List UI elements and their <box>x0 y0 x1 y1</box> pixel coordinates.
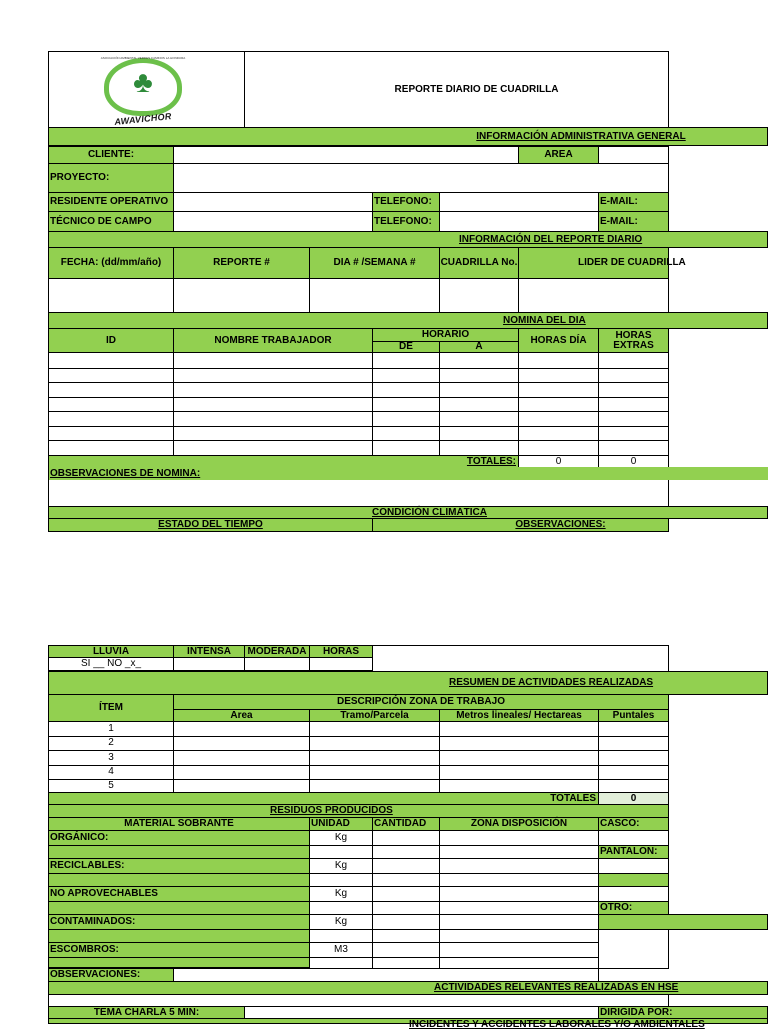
estado-tiempo-text: ESTADO DEL TIEMPO <box>158 519 263 530</box>
area-col-header: Area <box>173 709 310 722</box>
residuo-label-escombros: ESCOMBROS: <box>48 942 310 958</box>
logo-arc-text: ASOCIACIÓN AMBIENTAL VERDES CAMINOS LA HONDURA <box>100 56 186 60</box>
estado-tiempo-header <box>48 518 373 532</box>
nomina-row-line <box>48 397 669 398</box>
otro-value[interactable] <box>598 929 669 969</box>
nomina-row-line <box>48 382 669 383</box>
residuo-col-line <box>372 830 373 969</box>
casco-label: CASCO: <box>598 817 669 831</box>
clima-observaciones-value[interactable] <box>372 645 669 672</box>
fecha-value[interactable] <box>48 278 174 313</box>
residente-telefono-value[interactable] <box>439 192 599 212</box>
nomina-horas-extras-header <box>598 328 669 353</box>
residuo-row-line <box>309 858 599 859</box>
tecnico-label: TÉCNICO DE CAMPO <box>48 211 174 232</box>
residuo-unit-no-aprovechables: Kg <box>309 886 373 902</box>
proyecto-value[interactable] <box>173 163 669 193</box>
dia-label: DIA # /SEMANA # <box>309 247 440 279</box>
residente-email-label: E-MAIL: <box>598 192 669 212</box>
actividad-item-4: 4 <box>108 766 114 777</box>
residuos-observaciones-value[interactable] <box>173 968 599 982</box>
moderada-value[interactable] <box>244 657 310 671</box>
otro-extra-band <box>598 914 768 930</box>
casco-value[interactable] <box>598 830 669 846</box>
residuo-row-line <box>309 942 599 943</box>
actividades-total-value: 0 <box>598 792 669 805</box>
residuo-row-line <box>309 914 599 915</box>
si-no-value[interactable]: SI __ NO _x_ <box>48 657 174 671</box>
actividad-col-line <box>309 721 310 793</box>
hse-title: ACTIVIDADES RELEVANTES REALIZADAS EN HSE <box>434 982 679 993</box>
nomina-row-line <box>48 440 669 441</box>
nomina-col-line <box>518 352 519 456</box>
residuo-row-line <box>309 929 599 930</box>
nomina-nombre-header: NOMBRE TRABAJADOR <box>173 328 373 353</box>
horas-extras-line1: HORAS <box>615 329 652 341</box>
area-value[interactable] <box>598 146 669 164</box>
nomina-col-line <box>372 352 373 456</box>
horas-label: HORAS <box>309 645 373 658</box>
residuo-row-line <box>309 873 599 874</box>
nomina-col-line <box>439 352 440 456</box>
hse-header <box>48 981 768 995</box>
incidentes-title: INCIDENTES Y ACCIDENTES LABORALES Y/O AMBIENTALES <box>409 1019 705 1030</box>
nomina-de-header: DE <box>372 341 440 353</box>
otro-label: OTRO: <box>598 901 669 915</box>
residuos-grid <box>309 830 599 969</box>
logo <box>98 56 188 128</box>
actividad-col-line <box>439 721 440 793</box>
tecnico-telefono-label: TELEFONO: <box>372 211 440 232</box>
incidentes-header <box>48 1018 768 1030</box>
residente-telefono-label: TELEFONO: <box>372 192 440 212</box>
actividad-col-line <box>598 721 599 793</box>
actividades-title: RESUMEN DE ACTIVIDADES REALIZADAS <box>449 677 654 688</box>
residuo-row-line <box>309 886 599 887</box>
residuos-observaciones-label: OBSERVACIONES: <box>48 968 174 982</box>
nomina-col-line <box>598 352 599 456</box>
residuo-spacer <box>48 873 310 887</box>
actividad-col-line <box>173 721 174 793</box>
cuadrilla-value[interactable] <box>439 278 519 313</box>
nomina-id-header: ID <box>48 328 174 353</box>
pantalon-label: PANTALON: <box>598 845 669 859</box>
nomina-total-horas-extras: 0 <box>598 455 669 468</box>
residuo-spacer <box>48 845 310 859</box>
tree-icon: ♣ <box>133 66 153 99</box>
residuo-unit-escombros: M3 <box>309 942 373 958</box>
residuo-spacer <box>48 929 310 943</box>
cliente-label: CLIENTE: <box>48 146 174 164</box>
report-info-title: INFORMACIÓN DEL REPORTE DIARIO <box>459 233 643 245</box>
clima-observaciones-text: OBSERVACIONES: <box>515 519 606 530</box>
zona-header: ZONA DISPOSICIÓN <box>439 817 599 831</box>
admin-section-title: INFORMACIÓN ADMINISTRATIVA GENERAL <box>476 130 686 142</box>
nomina-observaciones-value[interactable] <box>48 480 669 507</box>
residente-label: RESIDENTE OPERATIVO <box>48 192 174 212</box>
moderada-label: MODERADA <box>244 645 310 658</box>
unidad-header: UNIDAD <box>309 817 373 831</box>
cliente-value[interactable] <box>173 146 519 164</box>
actividad-item-3: 3 <box>108 752 114 763</box>
residuo-unit-reciclables: Kg <box>309 858 373 874</box>
clima-observaciones-header <box>372 518 669 532</box>
residuo-unit-organico: Kg <box>309 830 373 846</box>
lluvia-label: LLUVIA <box>48 645 174 658</box>
nomina-horario-header: HORARIO <box>372 328 519 342</box>
nomina-col-line <box>173 352 174 456</box>
reporte-value[interactable] <box>173 278 310 313</box>
area-label: AREA <box>518 146 599 164</box>
item-header: ÍTEM <box>48 694 174 722</box>
tema-charla-label: TEMA CHARLA 5 MIN: <box>48 1006 245 1019</box>
lider-label <box>518 247 686 279</box>
reporte-label: REPORTE # <box>173 247 310 279</box>
actividad-row-line <box>48 736 669 737</box>
nomina-row-line <box>48 426 669 427</box>
actividad-item-2: 2 <box>108 737 114 748</box>
report-title-cell <box>244 51 669 128</box>
metros-col-header: Metros lineales/ Hectareas <box>439 709 599 722</box>
report-title: REPORTE DIARIO DE CUADRILLA <box>394 83 559 95</box>
actividad-item-5: 5 <box>108 779 114 791</box>
cuadrilla-label: CUADRILLA No. <box>439 247 519 279</box>
actividad-row-line <box>48 750 669 751</box>
nomina-row-line <box>48 411 669 412</box>
lider-value[interactable] <box>518 278 669 313</box>
report-info-header <box>48 231 768 248</box>
actividad-row-line <box>48 779 669 780</box>
cantidad-header: CANTIDAD <box>372 817 440 831</box>
actividad-row-line <box>48 765 669 766</box>
residuo-spacer <box>48 901 310 915</box>
nomina-observaciones-label <box>48 467 768 480</box>
pantalon-value[interactable] <box>598 858 669 874</box>
nomina-header <box>48 312 768 329</box>
nomina-total-horas-dia: 0 <box>518 455 599 468</box>
residuo-row-line <box>309 901 599 902</box>
tramo-col-header: Tramo/Parcela <box>309 709 440 722</box>
actividad-item-1: 1 <box>108 722 114 734</box>
tecnico-value[interactable] <box>173 211 373 232</box>
epp-blank-cell[interactable] <box>598 886 669 902</box>
actividades-header <box>48 671 768 695</box>
residuos-title: RESIDUOS PRODUCIDOS <box>270 805 393 816</box>
horas-value[interactable] <box>309 657 373 671</box>
puntales-col-header: Puntales <box>598 709 669 722</box>
tecnico-email-label: E-MAIL: <box>598 211 669 232</box>
descripcion-header: DESCRIPCIÓN ZONA DE TRABAJO <box>173 694 669 710</box>
fecha-label: FECHA: (dd/mm/año) <box>48 247 174 279</box>
nomina-horas-dia-header: HORAS DÍA <box>518 328 599 353</box>
nomina-row-line <box>48 368 669 369</box>
nomina-observaciones-text: OBSERVACIONES DE NOMINA: <box>50 467 201 479</box>
material-header: MATERIAL SOBRANTE <box>48 817 310 831</box>
residuo-row-line <box>309 845 599 846</box>
dirigida-label: DIRIGIDA POR: <box>598 1006 768 1019</box>
residuo-spacer <box>48 957 310 968</box>
actividades-totales-label: TOTALES <box>48 792 599 805</box>
dia-value[interactable] <box>309 278 440 313</box>
residuo-label-reciclables: RECICLABLES: <box>48 858 310 874</box>
epp-green-cell <box>598 873 669 887</box>
logo-brand: AWAVICHOR <box>113 111 173 127</box>
lider-label-text: LIDER DE CUADRILLA <box>578 257 686 268</box>
clima-title: CONDICIÓN CLIMÁTICA <box>372 506 487 518</box>
intensa-label: INTENSA <box>173 645 245 658</box>
residuo-unit-contaminados: Kg <box>309 914 373 930</box>
horas-extras-line2: EXTRAS <box>613 339 654 351</box>
residuo-label-organico: ORGÁNICO: <box>48 830 310 846</box>
tecnico-telefono-value[interactable] <box>439 211 599 232</box>
residuo-label-no-aprovechables: NO APROVECHABLES <box>48 886 310 902</box>
intensa-value[interactable] <box>173 657 245 671</box>
residuo-label-contaminados: CONTAMINADOS: <box>48 914 310 930</box>
nomina-a-header: A <box>439 341 519 353</box>
proyecto-label: PROYECTO: <box>48 163 174 193</box>
residente-value[interactable] <box>173 192 373 212</box>
residuo-row-line <box>309 957 599 958</box>
admin-section-header <box>48 127 768 146</box>
nomina-title: NOMINA DEL DIA <box>503 314 586 326</box>
residuo-col-line <box>439 830 440 969</box>
nomina-totales-text: TOTALES: <box>466 455 516 467</box>
residuos-header <box>48 804 669 818</box>
